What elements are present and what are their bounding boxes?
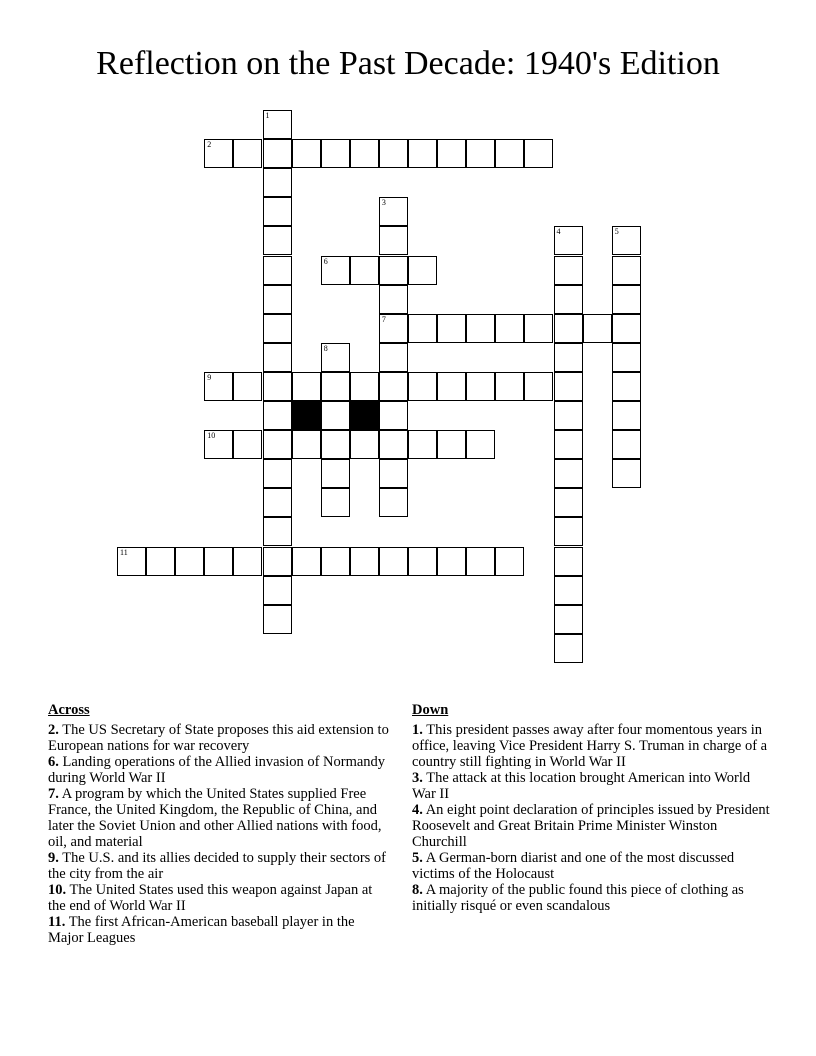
down-clue [412, 802, 772, 850]
grid-cell[interactable] [233, 139, 262, 168]
grid-cell[interactable] [350, 372, 379, 401]
across-clue [48, 882, 393, 914]
down-clue [412, 722, 772, 770]
black-cell [350, 401, 379, 430]
grid-cell[interactable] [554, 488, 583, 517]
grid-cell[interactable] [554, 547, 583, 576]
grid-cell[interactable] [263, 372, 292, 401]
grid-cell[interactable] [379, 372, 408, 401]
grid-cell[interactable] [263, 139, 292, 168]
clue-number: 10. [48, 882, 67, 898]
down-clue [412, 770, 772, 802]
grid-cell[interactable] [612, 314, 641, 343]
across-clue [48, 754, 393, 786]
grid-cell[interactable] [292, 430, 321, 459]
grid-cell[interactable] [263, 517, 292, 546]
grid-cell[interactable] [554, 285, 583, 314]
grid-cell[interactable] [437, 139, 466, 168]
down-heading: Down [412, 702, 449, 718]
clue-number: 3 [381, 198, 386, 208]
grid-cell[interactable] [292, 139, 321, 168]
grid-cell[interactable] [263, 343, 292, 372]
grid-cell[interactable] [612, 430, 641, 459]
grid-cell[interactable] [204, 139, 233, 168]
grid-cell[interactable] [554, 314, 583, 343]
grid-cell[interactable] [263, 605, 292, 634]
grid-cell[interactable] [612, 226, 641, 255]
grid-cell[interactable] [321, 343, 350, 372]
grid-cell[interactable] [612, 343, 641, 372]
grid-cell[interactable] [554, 343, 583, 372]
down-clue [412, 850, 772, 882]
grid-cell[interactable] [233, 430, 262, 459]
grid-cell[interactable] [379, 197, 408, 226]
grid-cell[interactable] [379, 401, 408, 430]
grid-cell[interactable] [495, 314, 524, 343]
grid-cell[interactable] [612, 459, 641, 488]
clue-number: 1 [265, 111, 270, 120]
grid-cell[interactable] [321, 401, 350, 430]
grid-cell[interactable] [321, 430, 350, 459]
grid-cell[interactable] [263, 314, 292, 343]
grid-cell[interactable] [321, 459, 350, 488]
grid-cell[interactable] [554, 605, 583, 634]
grid-cell[interactable] [263, 547, 292, 576]
grid-cell[interactable] [321, 488, 350, 517]
clue-number: 3. [412, 770, 423, 786]
grid-cell[interactable] [437, 372, 466, 401]
clue-text: A majority of the public found this piece of clothing as initially risqué or even scandalous [412, 882, 744, 914]
grid-cell[interactable] [379, 314, 408, 343]
puzzle-title: Reflection on the Past Decade: 1940's Edition [96, 45, 720, 82]
grid-cell[interactable] [263, 285, 292, 314]
across-clue-list [48, 722, 393, 946]
grid-cell[interactable] [554, 430, 583, 459]
grid-cell[interactable] [233, 372, 262, 401]
grid-cell[interactable] [292, 547, 321, 576]
across-heading: Across [48, 702, 90, 718]
grid-cell[interactable] [554, 634, 583, 663]
grid-cell[interactable] [466, 547, 495, 576]
clue-number: 8. [412, 882, 423, 898]
grid-cell[interactable] [292, 372, 321, 401]
clue-number: 7 [381, 314, 386, 324]
grid-cell[interactable] [233, 547, 262, 576]
grid-cell[interactable] [379, 285, 408, 314]
grid-cell[interactable] [350, 547, 379, 576]
clue-text: The US Secretary of State proposes this aid extension to European nations for war recovery [48, 722, 389, 754]
across-clue [48, 722, 393, 754]
grid-cell[interactable] [408, 547, 437, 576]
clue-number: 1. [412, 722, 423, 738]
down-clue [412, 882, 772, 914]
clue-text: A program by which the United States supplied Free France, the United Kingdom, the Republic of China, and later the Soviet Union and other Allied nations with food, oil, and material [48, 786, 382, 850]
grid-cell[interactable] [204, 372, 233, 401]
grid-cell[interactable] [408, 430, 437, 459]
grid-cell[interactable] [263, 576, 292, 605]
grid-cell[interactable] [263, 197, 292, 226]
clue-number: 9 [207, 372, 212, 382]
clue-number: 11. [48, 914, 66, 930]
clue-text: The attack at this location brought American into World War II [412, 770, 751, 802]
grid-cell[interactable] [408, 314, 437, 343]
clue-number: 2 [207, 140, 212, 150]
clue-number: 4. [412, 802, 423, 818]
clue-text: The first African-American baseball player in the Major Leagues [48, 914, 355, 946]
grid-cell[interactable] [554, 576, 583, 605]
clue-text: Landing operations of the Allied invasion of Normandy during World War II [48, 754, 386, 786]
grid-cell[interactable] [263, 488, 292, 517]
grid-cell[interactable] [524, 372, 553, 401]
clue-number: 8 [323, 343, 328, 353]
clue-text: This president passes away after four momentous years in office, leaving Vice President Harry S. Truman in charge of a country still fighting in World War II [412, 722, 768, 770]
grid-cell[interactable] [495, 372, 524, 401]
grid-cell[interactable] [495, 547, 524, 576]
across-clue [48, 786, 393, 850]
grid-cell[interactable] [554, 372, 583, 401]
grid-cell[interactable] [466, 314, 495, 343]
grid-cell[interactable] [379, 226, 408, 255]
clue-number: 9. [48, 850, 59, 866]
across-clues [48, 702, 393, 946]
grid-cell[interactable] [612, 372, 641, 401]
grid-cell[interactable] [321, 256, 350, 285]
grid-cell[interactable] [612, 285, 641, 314]
grid-cell[interactable] [321, 372, 350, 401]
clue-number: 5. [412, 850, 423, 866]
grid-cell[interactable] [117, 547, 146, 576]
grid-cell[interactable] [554, 401, 583, 430]
grid-cell[interactable] [321, 547, 350, 576]
grid-cell[interactable] [554, 226, 583, 255]
grid-cell[interactable] [379, 430, 408, 459]
clue-number: 2. [48, 722, 59, 738]
grid-cell[interactable] [350, 430, 379, 459]
grid-cell[interactable] [379, 459, 408, 488]
grid-cell[interactable] [612, 256, 641, 285]
grid-cell[interactable] [263, 226, 292, 255]
grid-cell[interactable] [408, 139, 437, 168]
grid-cell[interactable] [408, 372, 437, 401]
grid-cell[interactable] [408, 256, 437, 285]
grid-cell[interactable] [263, 110, 292, 139]
clue-number: 6 [323, 256, 328, 266]
grid-cell[interactable] [379, 547, 408, 576]
grid-cell[interactable] [379, 343, 408, 372]
grid-cell[interactable] [437, 314, 466, 343]
clue-number: 7. [48, 786, 59, 802]
grid-cell[interactable] [437, 430, 466, 459]
clue-number: 11 [120, 547, 128, 557]
grid-cell[interactable] [554, 459, 583, 488]
grid-cell[interactable] [379, 256, 408, 285]
grid-cell[interactable] [524, 139, 553, 168]
clue-text: The United States used this weapon against Japan at the end of World War II [48, 882, 373, 914]
grid-cell[interactable] [379, 139, 408, 168]
down-clue-list [412, 722, 772, 914]
grid-cell[interactable] [379, 488, 408, 517]
grid-cell[interactable] [437, 547, 466, 576]
grid-cell[interactable] [263, 168, 292, 197]
grid-cell[interactable] [466, 372, 495, 401]
grid-cell[interactable] [204, 430, 233, 459]
grid-cell[interactable] [263, 256, 292, 285]
across-clue [48, 914, 393, 946]
down-clues [412, 702, 772, 914]
grid-cell[interactable] [583, 314, 612, 343]
grid-cell[interactable] [554, 517, 583, 546]
grid-cell[interactable] [466, 430, 495, 459]
clue-number: 4 [556, 227, 561, 237]
grid-cell[interactable] [612, 401, 641, 430]
clue-text: The U.S. and its allies decided to supply their sectors of the city from the air [48, 850, 387, 882]
grid-cell[interactable] [146, 547, 175, 576]
grid-cell[interactable] [554, 256, 583, 285]
clue-number: 10 [207, 431, 216, 441]
grid-cell[interactable] [466, 139, 495, 168]
grid-cell[interactable] [204, 547, 233, 576]
grid-cell[interactable] [350, 256, 379, 285]
clue-text: An eight point declaration of principles issued by President Roosevelt and Great Britain Prime Minister Winston Churchill [412, 802, 770, 850]
grid-cell[interactable] [263, 401, 292, 430]
clue-text: A German-born diarist and one of the most discussed victims of the Holocaust [412, 850, 735, 882]
across-clue [48, 850, 393, 882]
clue-number: 6. [48, 754, 59, 770]
grid-cell[interactable] [524, 314, 553, 343]
grid-cell[interactable] [321, 139, 350, 168]
grid-cell[interactable] [175, 547, 204, 576]
grid-cell[interactable] [495, 139, 524, 168]
grid-cell[interactable] [263, 459, 292, 488]
grid-cell[interactable] [350, 139, 379, 168]
clue-number: 5 [614, 227, 619, 237]
grid-cell[interactable] [263, 430, 292, 459]
black-cell [292, 401, 321, 430]
